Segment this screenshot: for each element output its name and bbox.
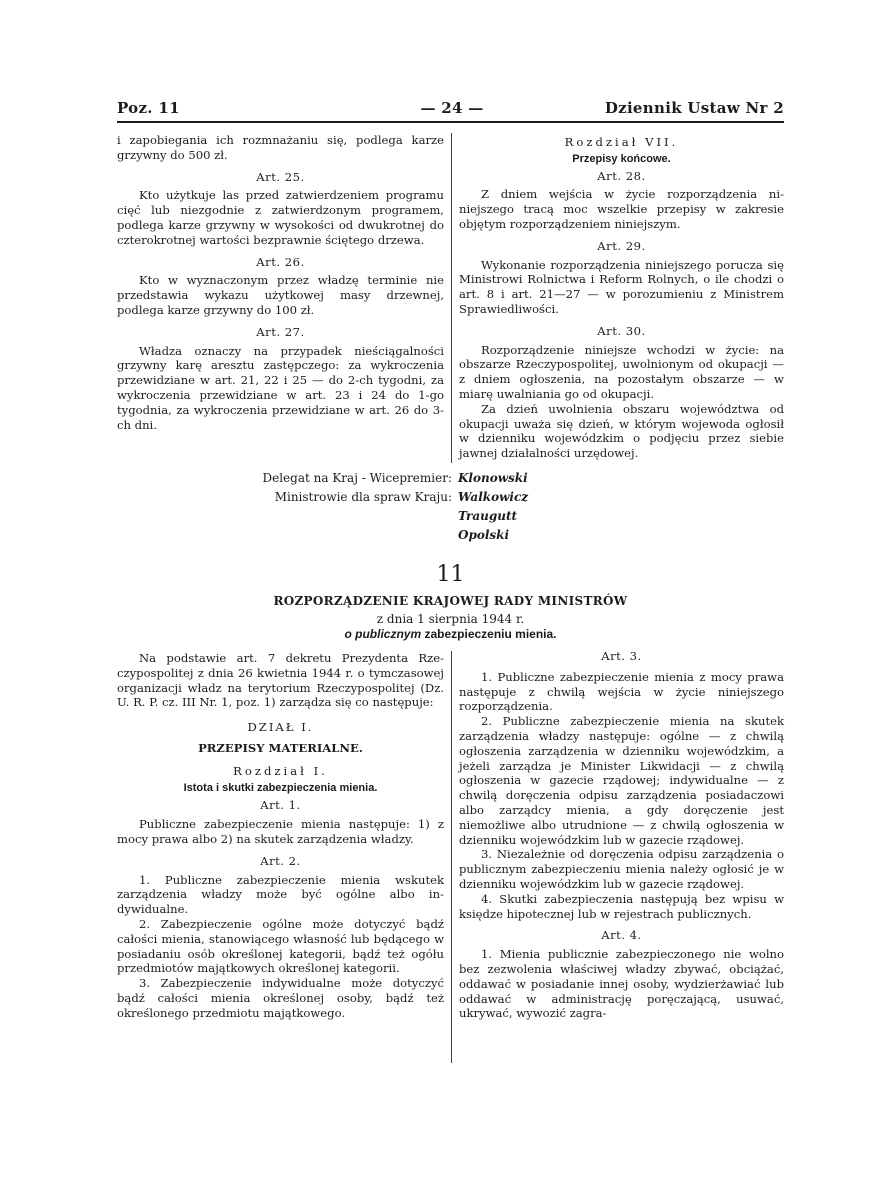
article-heading: Art. 29.: [597, 238, 646, 253]
paragraph: 4. Skutki zabezpieczenia następują bez wpisu w księdze hipotecznej lub w rejestrach publicznych.: [459, 891, 784, 921]
division-title: PRZEPISY MATERIALNE.: [198, 740, 363, 755]
article-heading: Art. 26.: [256, 254, 305, 269]
position-number: Poz. 11: [117, 99, 180, 117]
chapter-title: Przepisy końcowe.: [572, 152, 671, 165]
paragraph: Kto użytkuje las przed zatwierdzeniem programu cięć lub niezgodnie z zatwierdzonym programem, podlega karze grzywny w wysokości od dwukrotnej do czterokrotnej wartości bezprawnie ściętego drzewa.: [117, 188, 444, 247]
subject-rest: zabezpieczeniu mienia.: [421, 627, 557, 641]
chapter-heading: Rozdział VII.: [564, 135, 679, 149]
paragraph: 3. Niezależnie od doręczenia odpisu zarządzenia o publicznym zabezpieczeniu mienia należy ogłosić je w dzienniku wojewódzkim lub w gazecie rządowej.: [459, 847, 784, 891]
signature-name: Klonowski: [458, 471, 528, 485]
bottom-right-column: [459, 649, 784, 1021]
column-divider: [451, 651, 452, 1063]
paragraph: 1. Publiczne zabezpieczenie mienia wskutek zarządzenia władzy może być ogólne albo indywidualne.: [117, 872, 444, 917]
document-title: ROZPORZĄDZENIE KRAJOWEJ RADY MINISTRÓW: [273, 594, 628, 608]
article-heading: Art. 30.: [597, 323, 646, 338]
subject-prefix: o publicznym: [344, 627, 422, 641]
article-heading: Art. 3.: [601, 649, 642, 663]
document-subject: [117, 627, 784, 641]
article-heading: Art. 1.: [260, 798, 301, 813]
column-divider: [451, 133, 452, 463]
paragraph: Na podstawie art. 7 dekretu Prezydenta Rzeczypospolitej z dnia 26 kwietnia 1944 r. o tymczasowej organizacji władz na terytorium Rzeczypospolitej (Dz. U. R. P. cz. III Nr. 1, poz. 1) zarządza się co następuje:: [117, 651, 444, 710]
article-heading: Art. 25.: [256, 169, 305, 184]
document-number: 11: [436, 562, 465, 587]
chapter-title: Istota i skutki zabezpieczenia mienia.: [183, 781, 378, 794]
paragraph: 3. Zabezpieczenie indywidualne może dotyczyć bądź całości mienia określonej osoby, bądź też określonego przedmiotu majątkowego.: [117, 976, 444, 1020]
paragraph: Rozporządzenie niniejsze wchodzi w życie: na obszarze Rzeczypospolitej, uwolnionym od okupacji — z dniem ogłoszenia, na pozostałym obszarze — w miarę uwalniania go od okupacji.: [459, 342, 784, 401]
signature-name: Walkowicz: [458, 490, 529, 504]
article-heading: Art. 2.: [260, 853, 301, 868]
signature-name: Traugutt: [458, 509, 518, 523]
paragraph: Z dniem wejścia w życie rozporządzenia niniejszego tracą moc wszelkie przepisy w zakresie objętym rozporządzeniem niniejszym.: [459, 187, 784, 231]
journal-title: Dziennik Ustaw Nr 2: [604, 99, 784, 117]
paragraph: 2. Zabezpieczenie ogólne może dotyczyć bądź całości mienia, stanowiącego własność lub będącego w posiadaniu osób określonej kategorii, bądź też ogółu przedmiotów majątkowych określonej kategorii.: [117, 916, 444, 976]
paragraph: 1. Mienia publicznie zabezpieczonego nie wolno bez zezwolenia właściwej władzy zbywać, obciążać, oddawać w posiadanie innej osoby, wydzierżawiać lub oddawać w administrację poręczającą, usuwać, ukrywać, wywozić zagra-: [459, 947, 784, 1021]
signature-label-ministers: Ministrowie dla spraw Kraju:: [274, 490, 452, 504]
division-heading: DZIAŁ I.: [247, 720, 314, 735]
paragraph: 2. Publiczne zabezpieczenie mienia na skutek zarządzenia władzy następuje: ogólne — z chwilą ogłoszenia zarządzenia w dzienniku wojewódzkim, a jeżeli zarządza je Minister Likwidacji — z chwilą ogłoszenia w gazecie rządowej; indywidualne — z chwilą doręczenia odpisu zarządzenia posiadaczowi albo zarządcy mienia, a gdy doręczenie jest niemożliwe albo utrudnione — z chwilą ogłoszenia w dzienniku wojewódzkim lub w gazecie rządowej.: [459, 714, 784, 847]
document-date: z dnia 1 sierpnia 1944 r.: [376, 612, 525, 626]
paragraph: i zapobiegania ich rozmnażaniu się, podlega karze grzywny do 500 zł.: [117, 133, 444, 162]
paragraph: Publiczne zabezpieczenie mienia następuje: 1) z mocy prawa albo 2) na skutek zarządzenia władzy.: [117, 817, 444, 846]
page-header: [117, 99, 784, 121]
top-left-column: [117, 133, 444, 432]
top-right-column: [459, 135, 784, 461]
article-heading: Art. 28.: [597, 168, 646, 183]
signature-label-vice-premier: Delegat na Kraj - Wicepremier:: [262, 471, 452, 485]
paragraph: Kto w wyznaczonym przez władzę terminie nie przedstawia wykazu użytkowej masy drzewnej, podlega karze grzywny do 100 zł.: [117, 273, 444, 317]
header-rule: [117, 121, 784, 123]
article-heading: Art. 27.: [256, 324, 305, 339]
bottom-left-column: [117, 651, 444, 1021]
paragraph: Wykonanie rozporządzenia niniejszego porucza się Ministrowi Rolnictwa i Reform Rolnych, o ile chodzi o art. 8 i art. 21—27 — w porozumieniu z Ministrem Sprawiedliwości.: [459, 257, 784, 316]
chapter-heading: Rozdział I.: [233, 763, 328, 778]
paragraph: Za dzień uwolnienia obszaru województwa od okupacji uważa się dzień, w którym wojewoda ogłosił w dzienniku wojewódzkim o podjęciu przez siebie jawnej działalności urzędowej.: [459, 401, 784, 461]
signature-name: Opolski: [458, 528, 510, 542]
paragraph: Władza oznaczy na przypadek nieściągalności grzywny karę aresztu zastępczego: za wykroczenia przewidziane w art. 21, 22 i 25 — do 2-ch tygodni, za wykroczenia przewidziane w art. 23 i 24 do 1-go tygodnia, za wykroczenia przewidziane w art. 26 do 3-ch dni.: [117, 343, 444, 432]
article-heading: Art. 4.: [601, 928, 642, 943]
paragraph: 1. Publiczne zabezpieczenie mienia z mocy prawa następuje z chwilą wejścia w życie niniejszego rozporządzenia.: [459, 669, 784, 714]
page-number: — 24 —: [420, 99, 484, 117]
